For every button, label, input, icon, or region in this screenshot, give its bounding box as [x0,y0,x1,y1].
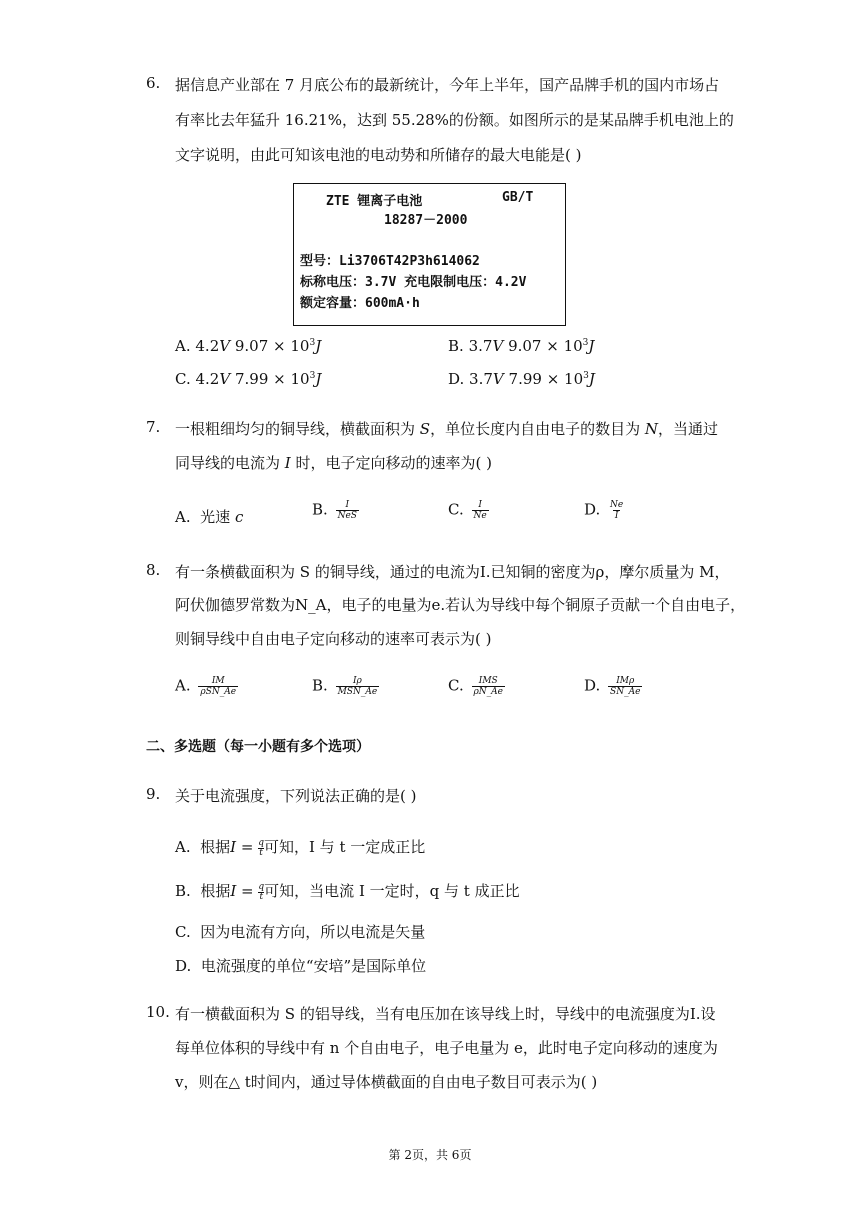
q7-option-c[interactable]: C. $\frac{I}{Ne}$ [448,500,487,521]
question-9-number: 9. [146,785,161,803]
q7-option-d[interactable]: D. $\frac{Ne}{I}$ [584,500,624,521]
question-8-line-3: 则铜导线中自由电子定向移动的速率可表示为( ) [175,630,492,648]
fraction: $\frac{I\rho}{\text{MSN\_Ae}}$ [337,676,378,697]
q9-option-a[interactable]: A. 根据I = $\frac{q}{t}$ 可知，I 与 t 一定成正比 [175,837,426,858]
question-6-line-2: 有率比去年猛升 16.21%，达到 55.28%的份额。如图所示的是某品牌手机电池上的 [175,111,734,129]
fraction: $\frac{q}{t}$ [258,837,264,858]
fraction: $\frac{\text{IMS}}{\rho N\_Ae}$ [473,676,503,697]
question-6-line-1: 据信息产业部在 7 月底公布的最新统计，今年上半年，国产品牌手机的国内市场占 [175,76,720,94]
q6-option-c[interactable]: C. 4.2V $7.99 \times 10^3J$ [175,370,322,388]
q7-option-a[interactable]: A. 光速 c [175,508,244,526]
question-8-line-2: 阿伏伽德罗常数为N_A，电子的电量为e.若认为导线中每个铜原子贡献一个自由电子， [175,596,746,614]
q8-option-b[interactable]: B. $\frac{I\rho}{\text{MSN\_Ae}}$ [312,676,378,697]
question-8-number: 8. [146,561,161,579]
page-footer: 第 2页，共 6页 [388,1148,472,1162]
fraction: $\frac{I}{Ne}$ [473,500,487,521]
q6-option-d[interactable]: D. 3.7V $7.99 \times 10^3J$ [448,370,595,388]
q7-option-b[interactable]: B. $\frac{I}{\text{NeS}}$ [312,500,357,521]
battery-model: 型号：Li3706T42P3h614062 [300,254,480,269]
fraction: $\frac{I}{\text{NeS}}$ [337,500,357,521]
battery-voltage: 标称电压：3.7V 充电限制电压：4.2V [300,275,527,290]
fraction: $\frac{Ne}{I}$ [610,500,624,521]
battery-standard: GB/T [502,190,534,205]
question-6-line-3: 文字说明，由此可知该电池的电动势和所储存的最大电能是( ) [175,146,582,164]
section-heading-multi-choice: 二、多选题（每一小题有多个选项） [146,739,370,755]
battery-capacity: 额定容量：600mA·h [300,296,420,311]
question-10-line-2: 每单位体积的导线中有 n 个自由电子，电子电量为 e，此时电子定向移动的速度为 [175,1039,718,1057]
question-9-stem: 关于电流强度，下列说法正确的是( ) [175,787,417,805]
q6-option-a[interactable]: A. 4.2V $9.07 \times 10^3J$ [175,337,322,355]
question-10-line-1: 有一横截面积为 S 的铝导线，当有电压加在该导线上时，导线中的电流强度为I.设 [175,1005,716,1023]
fraction: $\frac{\text{IMρ}}{SN\_Ae}$ [610,676,641,697]
question-7-line-1: 一根粗细均匀的铜导线，横截面积为 S，单位长度内自由电子的数目为 N，当通过 [175,420,718,438]
battery-title: ZTE 锂离子电池 [326,194,423,209]
q8-option-a[interactable]: A. $\frac{IM}{\text{ρSN\_Ae}}$ [175,676,237,697]
q8-option-c[interactable]: C. $\frac{\text{IMS}}{\rho N\_Ae}$ [448,676,503,697]
q9-option-c[interactable]: C. 因为电流有方向，所以电流是矢量 [175,923,426,941]
question-10-line-3: v，则在△ t时间内，通过导体横截面的自由电子数目可表示为( ) [175,1073,598,1091]
fraction: $\frac{q}{t}$ [258,881,265,902]
q8-option-d[interactable]: D. $\frac{\text{IMρ}}{SN\_Ae}$ [584,676,641,697]
fraction: $\frac{IM}{\text{ρSN\_Ae}}$ [200,676,237,697]
q6-option-b[interactable]: B. 3.7V $9.07 \times 10^3J$ [448,337,595,355]
q9-option-d[interactable]: D. 电流强度的单位“安培”是国际单位 [175,957,427,975]
q9-option-b[interactable]: B. 根据I = $\frac{q}{t}$ 可知，当电流 I 一定时，q 与 t 成正比 [175,881,520,902]
question-6-number: 6. [146,74,161,92]
question-7-number: 7. [146,418,161,436]
battery-standard-number: 18287－2000 [384,213,468,228]
question-7-line-2: 同导线的电流为 I 时，电子定向移动的速率为( ) [175,454,492,472]
question-8-line-1: 有一条横截面积为 S 的铜导线，通过的电流为I.已知铜的密度为ρ，摩尔质量为 M， [175,563,730,581]
question-10-number: 10. [146,1003,170,1021]
battery-label-box [293,183,566,326]
